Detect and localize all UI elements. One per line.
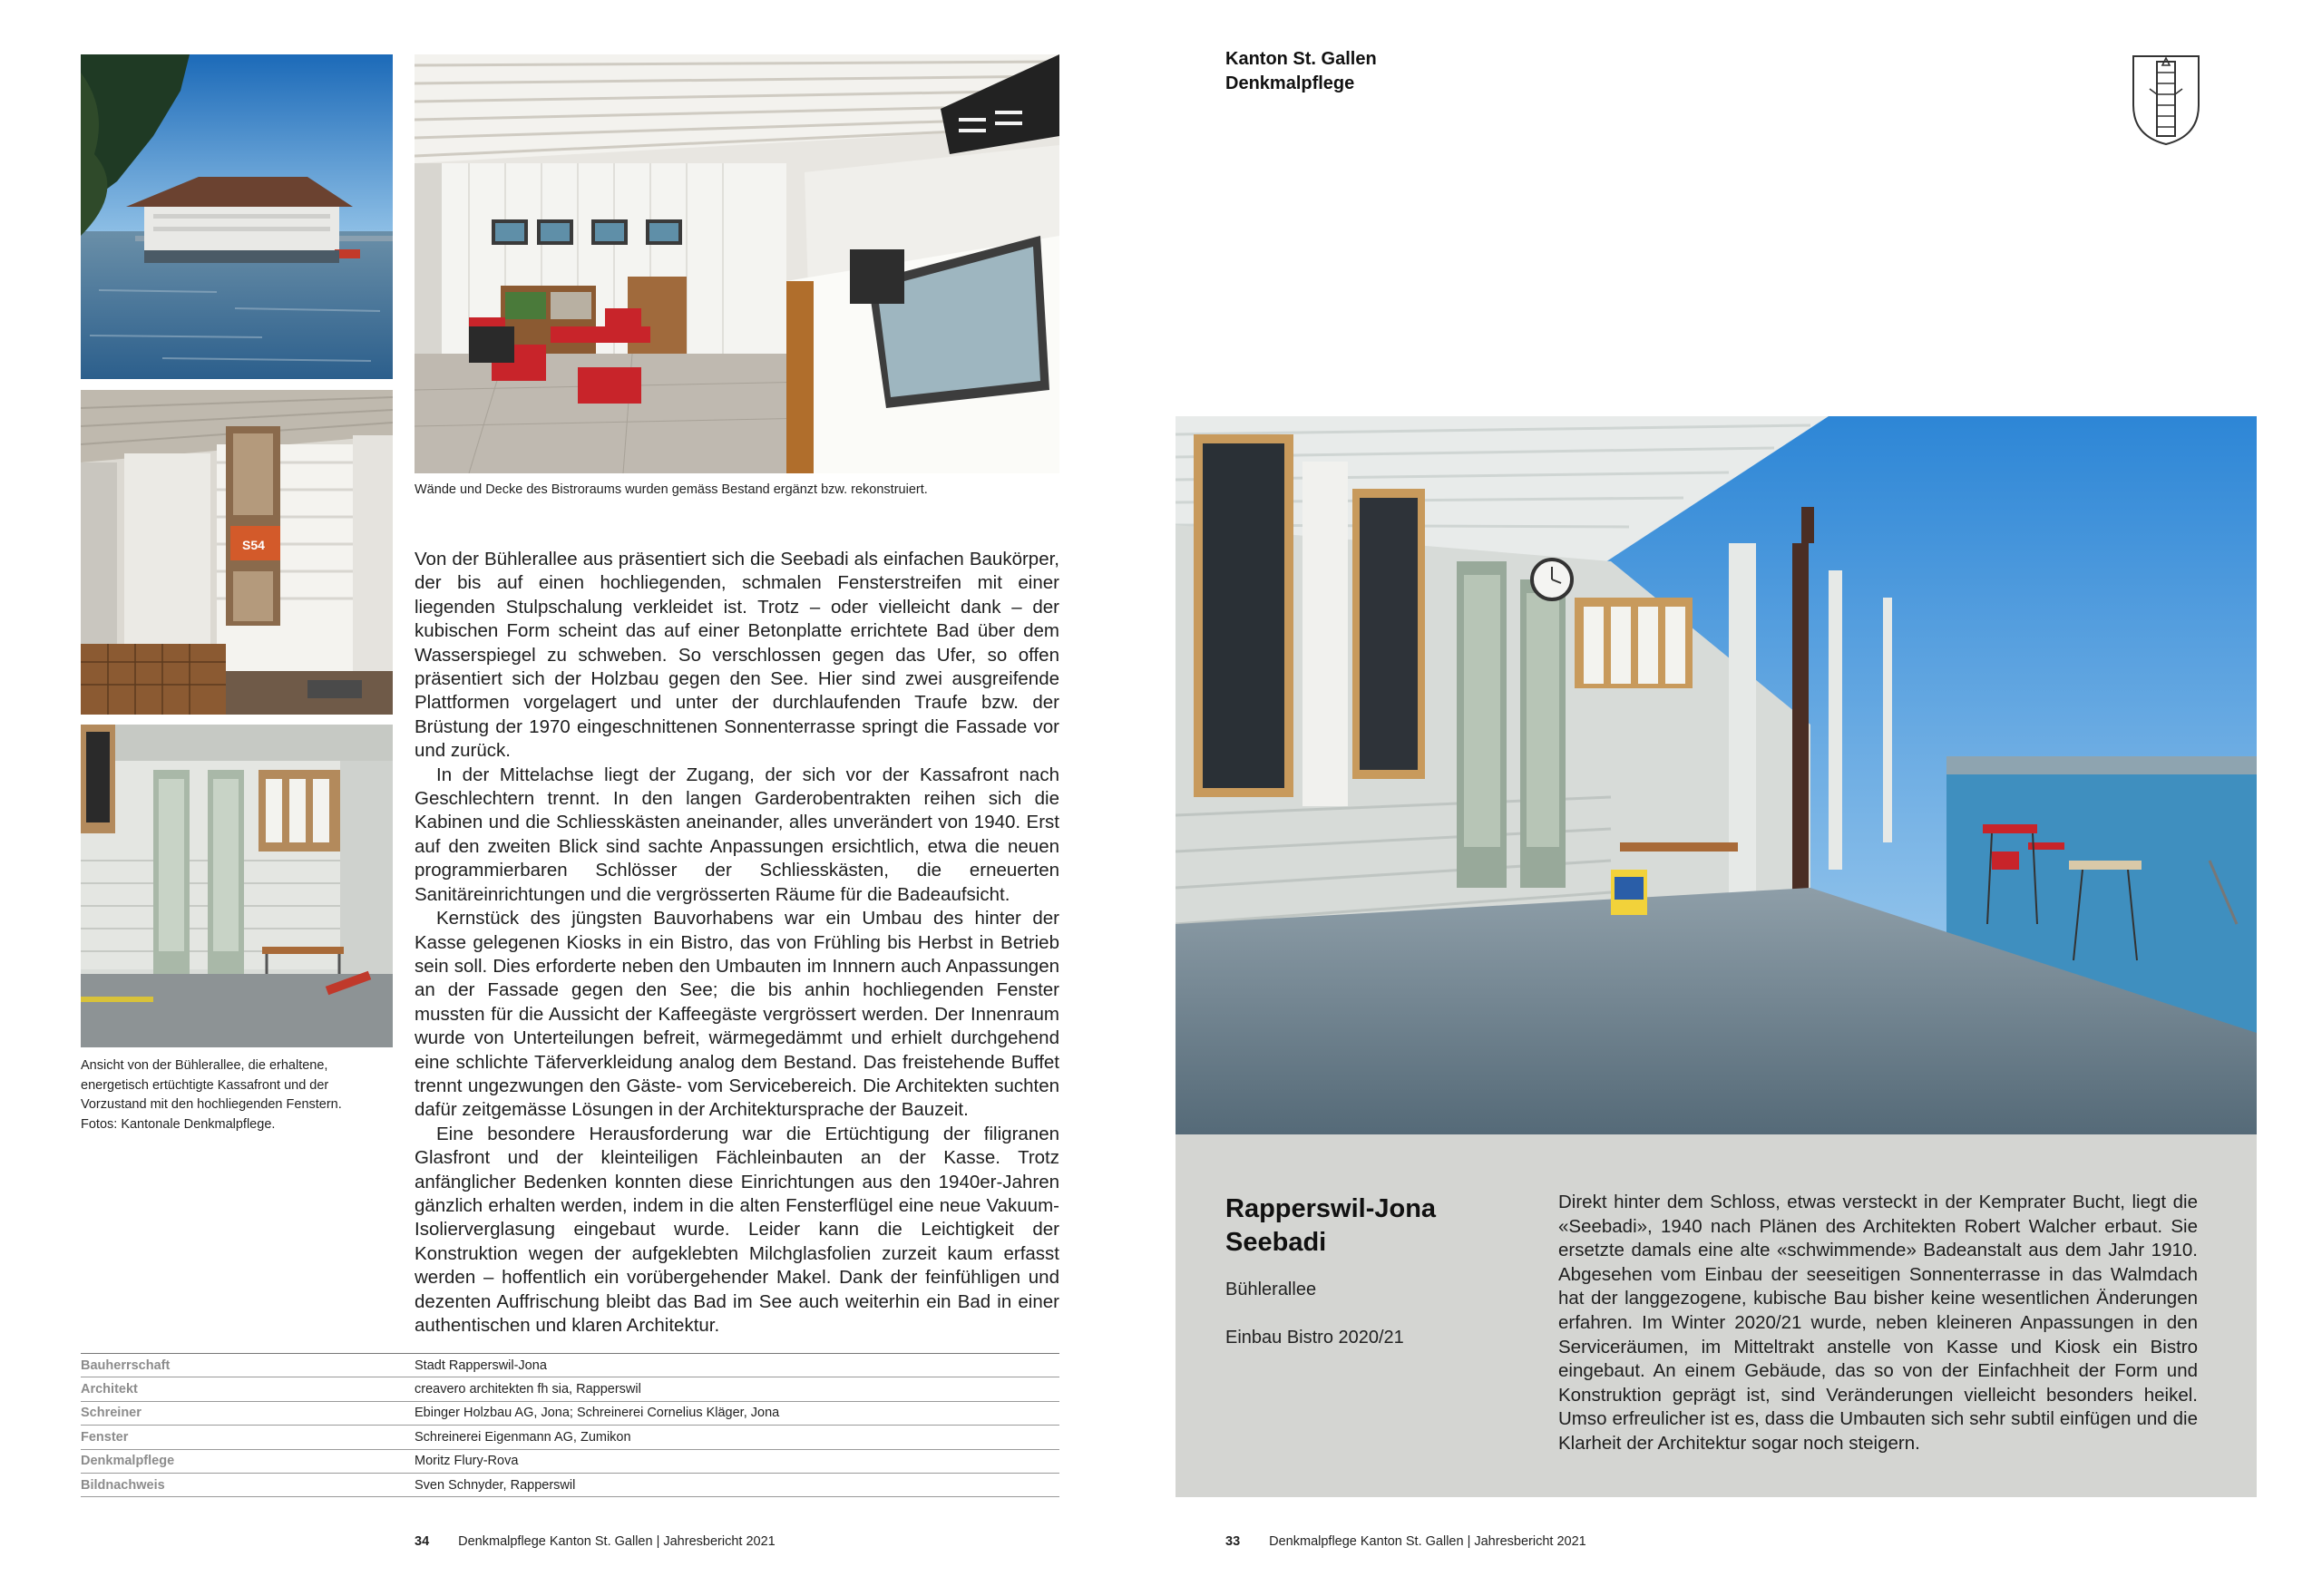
credit-key: Fenster [81,1429,129,1445]
body-paragraph: Eine besondere Herausforderung war die Ertüchtigung der filigranen Glasfront und der kleinteiligen Fächleinbauten an der Kasse. Trotz anfänglicher Bedenken konnten diese Einrichtungen aus den 1940er-Jahren gänzlich erhalten werden, indem in die alten Fensterflügel eine neue Vakuum-Isolierverglasung eingebaut wurde. Leider kann die Leichtigkeit der Konstruktion wegen der aufgeklebten Milchglasfolien zurzeit kaum erfasst werden – hoffentlich ein vorübergehender Makel. Dank der feinfühligen und dezenten Auffrischung bleibt das Bad im See auch weiterhin ein Bad in einer authentischen und klaren Architektur. [415,1123,1059,1336]
credit-value: Schreinerei Eigenmann AG, Zumikon [415,1429,631,1445]
facade-photo-caption: Ansicht von der Bühlerallee, die erhaltene, energetisch ertüchtigte Kassafront und der Vorzustand mit den hochliegenden Fenstern. Fotos: Kantonale Denkmalpflege. [81,1058,342,1132]
credit-key: Architekt [81,1382,138,1397]
footer-text: Denkmalpflege Kanton St. Gallen | Jahresbericht 2021 [1269,1534,1586,1549]
bistro-photo-caption: Wände und Decke des Bistroraums wurden gemäss Bestand ergänzt bzw. rekonstruiert. [415,482,928,497]
title-building: Seebadi [1225,1228,1327,1257]
credit-value: Stadt Rapperswil-Jona [415,1358,547,1373]
project-info-panel [1176,1134,2257,1497]
photo-bistro-interior [415,54,1059,473]
body-paragraph: In der Mittelachse liegt der Zugang, der sich vor der Kassafront nach Geschlechtern trennt. In den langen Garderobentrakten reihen sich die Kabinen und die Schliesskästen aneinander, alles unverändert von 1940. Erst auf den zweiten Blick sind sachte Anpassungen ersichtlich, etwa die neuen programmierbaren Schlösser der Schliesskästen, die erneuerten Sanitäreinrichtungen und die vergrösserten Räume für die Badeaufsicht. [415,764,1059,905]
credit-row [81,1426,1059,1449]
credit-row [81,1450,1059,1474]
project-description: Einbau Bistro 2020/21 [1225,1328,1404,1348]
title-town: Rapperswil-Jona [1225,1194,1437,1223]
page-number: 34 [415,1534,430,1549]
body-paragraph: Kernstück des jüngsten Bauvorhabens war ein Umbau des hinter der Kasse gelegenen Kiosks in ein Bistro, das von Frühling bis Herbst in Betrieb sein soll. Dies erforderte neben den Umbauten im Innnern auch Anpassungen an der Fassade gegen den See; die bis anhin hochliegenden Fenster mussten für die Aussicht der Kaffeegäste vergrössert werden. Der Innenraum wurde von Unterteilungen befreit, wärmegedämmt und erhielt durchgehend eine schlichte Täferverkleidung analog dem Bestand. Das freistehende Buffet trennt ungezwungen den Gäste- vom Servicebereich. Die Architekten suchten dafür zeitgemässe Lösungen in der Architektursprache der Bauzeit. [415,908,1059,1121]
credit-value: Sven Schnyder, Rapperswil [415,1477,576,1493]
credit-value: creavero architekten fh sia, Rapperswil [415,1382,641,1397]
credit-key: Denkmalpflege [81,1454,175,1469]
credit-row [81,1377,1059,1401]
credit-row [81,1474,1059,1497]
photo-entrance-facade [81,725,393,1047]
credit-key: Bildnachweis [81,1477,165,1493]
article-body [415,548,1059,1338]
page-number: 33 [1225,1534,1241,1549]
body-paragraph: Von der Bühlerallee aus präsentiert sich die Seebadi als einfachen Baukörper, der bis auf einen hochliegenden, schmalen Fensterstreifen mit einer liegenden Stulpschalung verkleidet ist. Trotz – oder vielleicht dank – der kubischen Form scheint das auf einer Betonplatte errichtete Bad über dem Wasserspiegel zu schweben. So verschlossen gegen das Ufer, so offen präsentiert sich der Holzbau gegen den See. Hier sind zwei ausgreifende Plattformen vorgelagert und unter der durchlaufenden Traufe bzw. der Brüstung der 1970 eingeschnittenen Sonnenterrasse springt die Fassade vor und zurück. [415,549,1059,762]
project-title [1225,1192,1436,1260]
footer-text: Denkmalpflege Kanton St. Gallen | Jahresbericht 2021 [458,1534,776,1549]
credit-row [81,1402,1059,1426]
left-page-footer [415,1534,776,1549]
photo-cash-desk-interior [81,390,393,715]
credit-key: Schreiner [81,1406,141,1421]
credit-value: Ebinger Holzbau AG, Jona; Schreinerei Cornelius Kläger, Jona [415,1406,780,1421]
intro-text: Direkt hinter dem Schloss, etwas versteckt in der Kemprater Bucht, liegt die «Seebadi», 1940 nach Plänen des Architekten Robert Walcher erbaut. Sie ersetzte damals eine alte «schwimmende» Badeanstalt aus dem Jahr 1910. Abgesehen vom Einbau der seeseitigen Sonnenterrasse in das Walmdach hat der langgezogene, kubische Bau bisher keine wesentlichen Änderungen erfahren. Im Winter 2020/21 wurde, neben kleineren Anpassungen in den Serviceräumen, im Mitteltrakt anstelle von Kasse und Kiosk ein Bistro eingebaut. An einem Gebäude, das so von der Einfachheit der Form und Konstruktion geprägt ist, sind Veränderungen vielleicht besonders heikel. Umso erfreulicher ist es, dass die Umbauten sich sehr subtil einfügen und die Klarheit der Architektur sogar noch steigern. [1558,1192,2198,1454]
photo-lakeside-terrace [1176,416,2257,1134]
credits-table [81,1353,1059,1497]
right-page-footer [1225,1534,1586,1549]
credit-row [81,1354,1059,1377]
photo-pavilion-on-lake [81,54,393,379]
sign-number: S54 [242,538,265,552]
page-header [1225,47,1377,96]
credit-key: Bauherrschaft [81,1358,171,1373]
project-address: Bühlerallee [1225,1280,1317,1299]
header-canton: Kanton St. Gallen [1225,49,1377,69]
st-gallen-crest-icon [2130,53,2202,147]
credit-value: Moritz Flury-Rova [415,1454,519,1469]
header-department: Denkmalpflege [1225,73,1355,93]
